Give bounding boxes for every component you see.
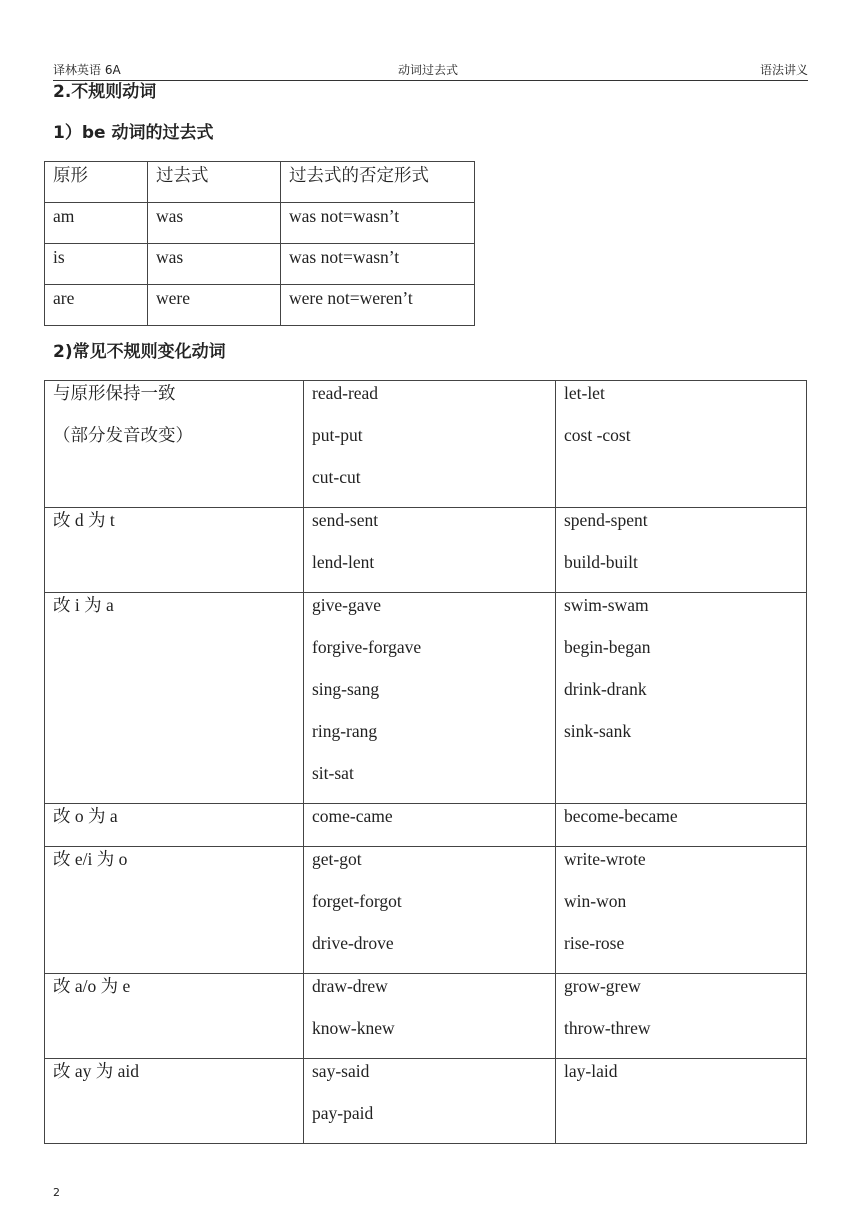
verb-pair: get-got: [312, 849, 362, 869]
verb-pair: sing-sang: [312, 679, 380, 699]
irregular-verb-table: [44, 380, 807, 1144]
header-left: 译林英语 6A: [53, 63, 121, 77]
rule-text: 与原形保持一致: [53, 383, 176, 403]
header-cell: 原形: [45, 162, 148, 203]
verb-cell: [556, 847, 807, 974]
verb-pair: grow-grew: [564, 976, 641, 996]
verb-cell: [304, 593, 556, 804]
verb-cell: [304, 1059, 556, 1144]
rule-text: 改 a/o 为 e: [53, 976, 131, 996]
verb-pair: cost -cost: [564, 425, 631, 445]
verb-cell: [304, 508, 556, 593]
table-row: [45, 1059, 807, 1144]
table-row: [45, 381, 807, 508]
rule-text: 改 d 为 t: [53, 510, 115, 530]
verb-pair: give-gave: [312, 595, 381, 615]
verb-pair: spend-spent: [564, 510, 648, 530]
verb-pair: cut-cut: [312, 467, 361, 487]
rule-cell: [45, 593, 304, 804]
verb-pair: send-sent: [312, 510, 379, 530]
verb-pair: know-knew: [312, 1018, 395, 1038]
rule-cell: [45, 804, 304, 847]
irregular-section-title: 2)常见不规则变化动词: [53, 342, 226, 362]
verb-pair: [564, 1101, 798, 1143]
verb-cell: [556, 381, 807, 508]
table-row: [45, 203, 475, 244]
verb-cell: [556, 593, 807, 804]
table-row: [45, 285, 475, 326]
be-section-title: 1）be 动词的过去式: [53, 123, 214, 143]
verb-pair: rise-rose: [564, 933, 625, 953]
table-cell: was not=wasn’t: [281, 203, 475, 244]
verb-pair: build-built: [564, 552, 638, 572]
verb-pair: say-said: [312, 1061, 370, 1081]
table-row: [45, 804, 807, 847]
rule-text: 改 i 为 a: [53, 595, 114, 615]
verb-pair: swim-swam: [564, 595, 649, 615]
table-cell: am: [45, 203, 148, 244]
rule-cell: [45, 847, 304, 974]
header-cell: 过去式的否定形式: [281, 162, 475, 203]
verb-pair: ring-rang: [312, 721, 378, 741]
verb-cell: [556, 508, 807, 593]
table-cell: was: [148, 244, 281, 285]
rule-text: （部分发音改变）: [53, 425, 193, 445]
verb-cell: [304, 381, 556, 508]
header-cell: 过去式: [148, 162, 281, 203]
rule-cell: [45, 974, 304, 1059]
header-right: 语法讲义: [759, 63, 808, 77]
table-cell: was not=wasn’t: [281, 244, 475, 285]
verb-pair: drink-drank: [564, 679, 647, 699]
verb-pair: forget-forgot: [312, 891, 402, 911]
section-title: 2.不规则动词: [53, 82, 157, 102]
verb-cell: [556, 804, 807, 847]
rule-text: 改 o 为 a: [53, 806, 118, 826]
table-cell: is: [45, 244, 148, 285]
verb-pair: write-wrote: [564, 849, 646, 869]
verb-cell: [304, 804, 556, 847]
rule-cell: [45, 1059, 304, 1144]
table-row: [45, 244, 475, 285]
rule-cell: [45, 381, 304, 508]
table-row: [45, 974, 807, 1059]
table-row: [45, 847, 807, 974]
verb-pair: lay-laid: [564, 1061, 618, 1081]
table-row: [45, 593, 807, 804]
verb-cell: [304, 847, 556, 974]
table-cell: were not=weren’t: [281, 285, 475, 326]
verb-pair: throw-threw: [564, 1018, 651, 1038]
verb-pair: draw-drew: [312, 976, 388, 996]
verb-pair: sit-sat: [312, 763, 354, 783]
verb-cell: [556, 1059, 807, 1144]
table-cell: were: [148, 285, 281, 326]
verb-pair: sink-sank: [564, 721, 632, 741]
header-center: 动词过去式: [398, 63, 459, 77]
verb-cell: [304, 974, 556, 1059]
verb-pair: become-became: [564, 806, 678, 826]
be-verb-table: [44, 161, 475, 326]
page-number: 2: [53, 1186, 60, 1199]
verb-pair: come-came: [312, 806, 393, 826]
table-cell: are: [45, 285, 148, 326]
verb-pair: forgive-forgave: [312, 637, 422, 657]
verb-pair: win-won: [564, 891, 627, 911]
verb-pair: let-let: [564, 383, 605, 403]
verb-pair: lend-lent: [312, 552, 375, 572]
rule-text: 改 e/i 为 o: [53, 849, 128, 869]
rule-cell: [45, 508, 304, 593]
table-cell: was: [148, 203, 281, 244]
verb-pair: drive-drove: [312, 933, 394, 953]
verb-pair: begin-began: [564, 637, 651, 657]
page-header: [53, 62, 808, 81]
verb-pair: read-read: [312, 383, 379, 403]
table-row: [45, 508, 807, 593]
verb-cell: [556, 974, 807, 1059]
verb-pair: put-put: [312, 425, 363, 445]
table-header-row: [45, 162, 475, 203]
verb-pair: pay-paid: [312, 1103, 374, 1123]
rule-text: 改 ay 为 aid: [53, 1061, 140, 1081]
